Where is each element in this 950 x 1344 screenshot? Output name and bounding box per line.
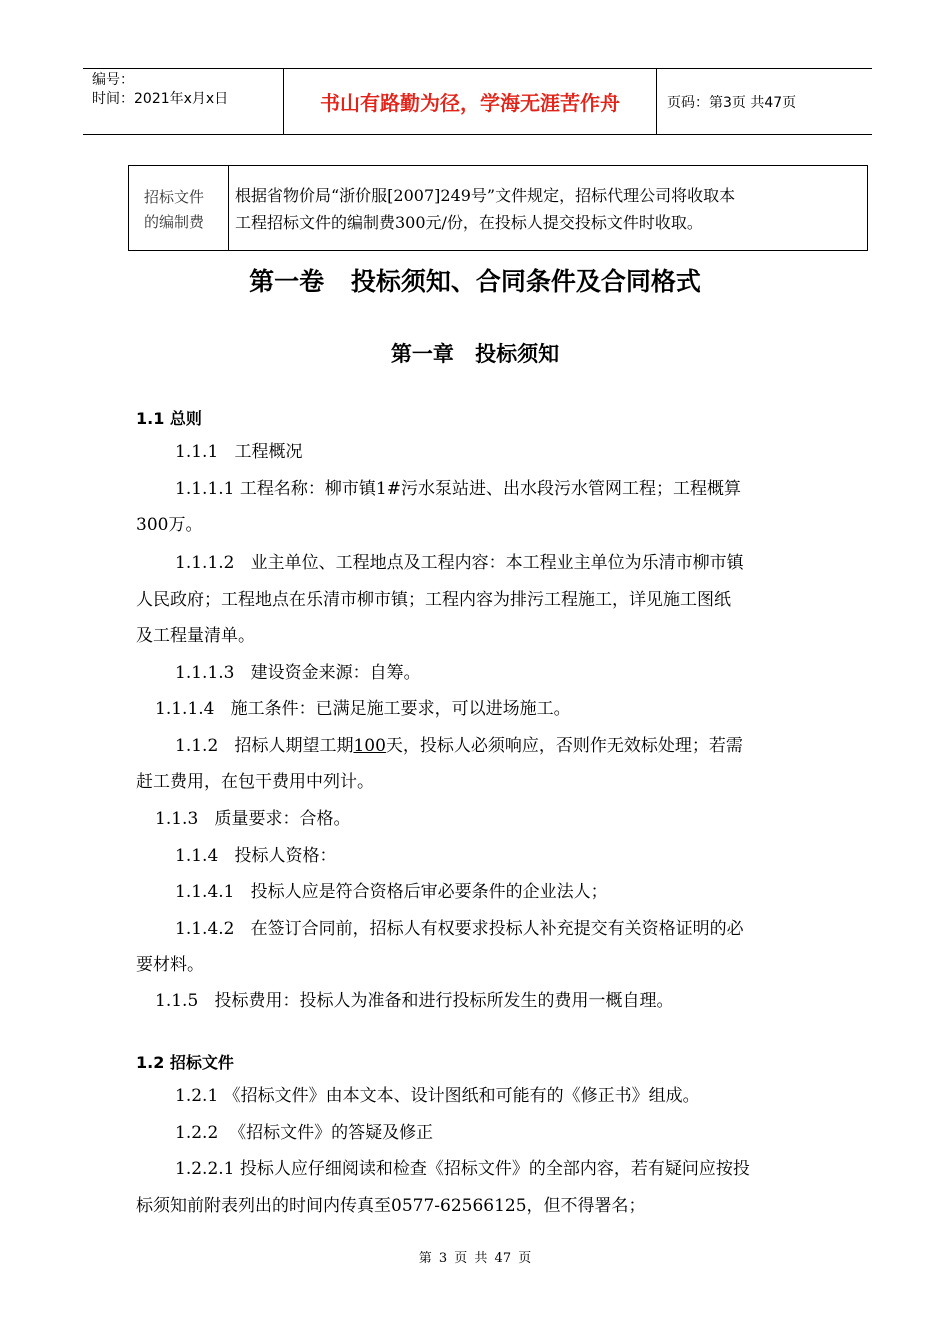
section-heading: 1.1 总则 (136, 409, 202, 428)
paragraph-line: 1.2.1 《招标文件》由本文本、设计图纸和可能有的《修正书》组成。 (175, 1086, 700, 1106)
paragraph-line: 1.2.2.1 投标人应仔细阅读和检查《招标文件》的全部内容，若有疑问应按投 (175, 1159, 750, 1179)
fee-label-line: 的编制费 (144, 213, 205, 231)
paragraph-line: 1.1.1.3 建设资金来源：自筹。 (175, 663, 421, 683)
fee-table (128, 165, 868, 251)
paragraph-line: 300万。 (136, 515, 203, 535)
page-header (83, 68, 872, 135)
paragraph-line: 要材料。 (136, 955, 204, 975)
paragraph-line: 1.1.1.1 工程名称：柳市镇1#污水泵站进、出水段污水管网工程；工程概算 (175, 479, 741, 499)
paragraph-line: 1.1.1 工程概况 (175, 442, 303, 462)
header-meta (83, 69, 284, 134)
paragraph-line: 人民政府；工程地点在乐清市柳市镇；工程内容为排污工程施工，详见施工图纸 (136, 590, 731, 610)
paragraph-line: 1.1.1.2 业主单位、工程地点及工程内容：本工程业主单位为乐清市柳市镇 (175, 553, 744, 573)
paragraph-line: 1.2.2 《招标文件》的答疑及修正 (175, 1123, 434, 1143)
time-label: 时间：2021年x月x日 (92, 91, 229, 107)
paragraph-line: 1.1.4.1 投标人应是符合资格后审必要条件的企业法人； (175, 882, 608, 902)
fee-text-line: 工程招标文件的编制费300元/份，在投标人提交投标文件时收取。 (235, 213, 703, 232)
number-label: 编号： (92, 72, 134, 88)
paragraph-line: 1.1.1.4 施工条件：已满足施工要求，可以进场施工。 (155, 699, 571, 719)
text-span: 天，投标人必须响应，否则作无效标处理；若需 (385, 736, 743, 756)
fee-text (229, 166, 867, 250)
header-motto: 书山有路勤为径，学海无涯苦作舟 (284, 69, 657, 134)
fee-label (129, 166, 229, 250)
duration-value: 100 (353, 736, 386, 756)
paragraph-line: 赶工费用，在包干费用中列计。 (136, 772, 374, 792)
fee-label-line: 招标文件 (144, 188, 205, 206)
page-footer: 第 3 页 共 47 页 (418, 1251, 532, 1266)
fee-text-line: 根据省物价局“浙价服[2007]249号”文件规定，招标代理公司将收取本 (235, 186, 736, 205)
paragraph-line: 1.1.5 投标费用：投标人为准备和进行投标所发生的费用一概自理。 (155, 991, 674, 1011)
header-page-info: 页码：第3页 共47页 (667, 94, 797, 111)
text-span: 1.1.2 招标人期望工期 (175, 736, 354, 756)
paragraph-line: 1.1.4 投标人资格： (175, 846, 337, 866)
paragraph-line: 标须知前附表列出的时间内传真至0577-62566125，但不得署名； (136, 1196, 646, 1216)
paragraph-line: 及工程量清单。 (136, 626, 255, 646)
paragraph-line: 1.1.3 质量要求：合格。 (155, 809, 351, 829)
chapter-title: 第一章 投标须知 (390, 342, 560, 366)
volume-title: 第一卷 投标须知、合同条件及合同格式 (249, 267, 701, 296)
paragraph-line: 1.1.4.2 在签订合同前，招标人有权要求投标人补充提交有关资格证明的必 (175, 919, 744, 939)
paragraph-line (175, 728, 865, 765)
section-heading: 1.2 招标文件 (136, 1053, 234, 1072)
